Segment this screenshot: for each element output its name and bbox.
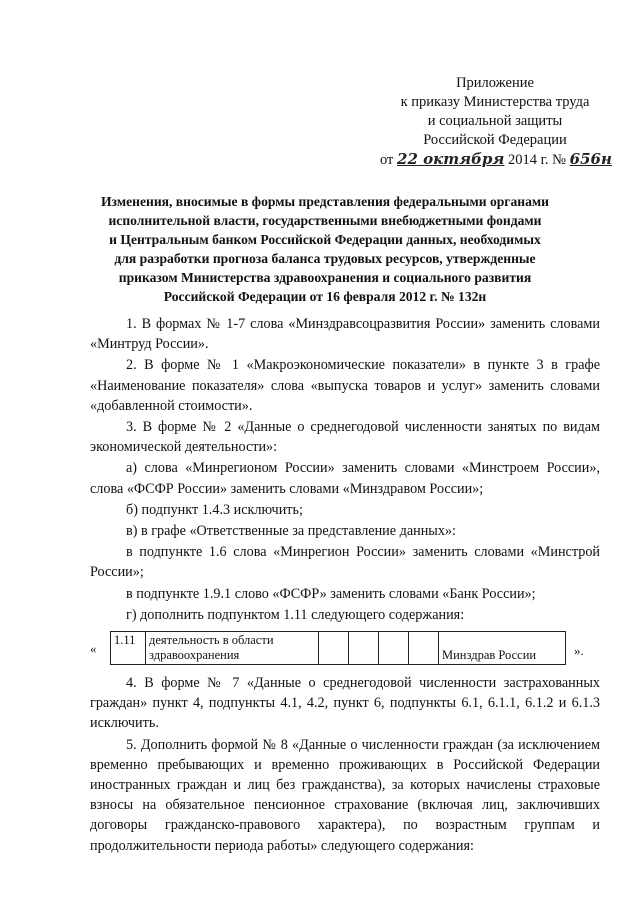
cell-empty — [409, 632, 439, 665]
item-3: 3. В форме № 2 «Данные о среднегодовой численности занятых по видам экономической деятельности»: — [90, 419, 600, 456]
cell-responsible: Минздрав России — [439, 632, 566, 665]
insert-table — [110, 631, 566, 665]
item-5: 5. Дополнить формой № 8 «Данные о численности граждан (за исключением временно пребывающих и временно проживающих в Российской Федерации иностранных граждан и лиц без гражданства), за которых начислены страховые взносы на обязательное пенсионное страхование (включая лиц, заключивших договоры гражданско-правового характера), по возрастным группам и продолжительности периода работы» следующего содержания: — [90, 736, 600, 854]
cell-empty — [319, 632, 349, 665]
annex-date-line — [380, 150, 610, 170]
title-line: исполнительной власти, государственными внебюджетными фондами — [108, 213, 542, 228]
title-line: и Центральным банком Российской Федерации данных, необходимых — [109, 232, 541, 247]
title-line: приказом Министерства здравоохранения и социального развития — [118, 270, 532, 285]
title-line: Российской Федерации от 16 февраля 2012 г. № 132н — [163, 289, 487, 304]
annex-line: Российской Федерации — [423, 132, 567, 148]
date-prefix: от — [380, 152, 394, 168]
item-3d: г) дополнить подпунктом 1.11 следующего содержания: — [126, 606, 465, 623]
handwritten-number: 656н — [569, 150, 612, 168]
annex-line: Приложение — [456, 75, 534, 91]
annex-block — [380, 74, 610, 170]
table-row — [111, 632, 566, 665]
cell-empty — [379, 632, 409, 665]
cell-name: деятельность в области здравоохранения — [146, 632, 319, 665]
handwritten-date: 22 октября — [397, 150, 505, 168]
item-3b: б) подпункт 1.4.3 исключить; — [126, 501, 303, 518]
close-quote: ». — [574, 642, 584, 658]
title-line: Изменения, вносимые в формы представления федеральными органами — [100, 194, 549, 209]
document-title — [90, 192, 560, 306]
annex-line: и социальной защиты — [427, 113, 563, 129]
item-3c: в) в графе «Ответственные за представление данных»: — [126, 523, 456, 540]
insert-row-block — [90, 631, 600, 665]
item-3c-1: в подпункте 1.6 слова «Минрегион России» заменить словами «Минстрой России»; — [90, 544, 600, 581]
annex-line: к приказу Министерства труда — [400, 94, 590, 110]
item-1: 1. В формах № 1-7 слова «Минздравсоцразвития России» заменить словами «Минтруд России». — [90, 316, 600, 353]
document-body — [90, 314, 600, 856]
item-3a: а) слова «Минрегионом России» заменить словами «Минстроем России», слова «ФСФР России» заменить словами «Минздравом России»; — [90, 460, 600, 497]
title-line: для разработки прогноза баланса трудовых ресурсов, утвержденные — [114, 251, 536, 266]
date-year: 2014 г. № — [507, 152, 567, 168]
open-quote: « — [90, 640, 97, 656]
item-3c-2: в подпункте 1.9.1 слово «ФСФР» заменить словами «Банк России»; — [126, 585, 536, 602]
cell-number: 1.11 — [111, 632, 146, 665]
item-2: 2. В форме № 1 «Макроэкономические показатели» в пункте 3 в графе «Наименование показателя» слова «выпуска товаров и услуг» заменить словами «добавленной стоимости». — [90, 357, 600, 414]
cell-empty — [349, 632, 379, 665]
item-4: 4. В форме № 7 «Данные о среднегодовой численности застрахованных граждан» пункт 4, подпункты 4.1, 4.2, пункт 6, подпункты 6.1, 6.1.1, 6.1.2 и 6.1.3 исключить. — [90, 675, 600, 732]
